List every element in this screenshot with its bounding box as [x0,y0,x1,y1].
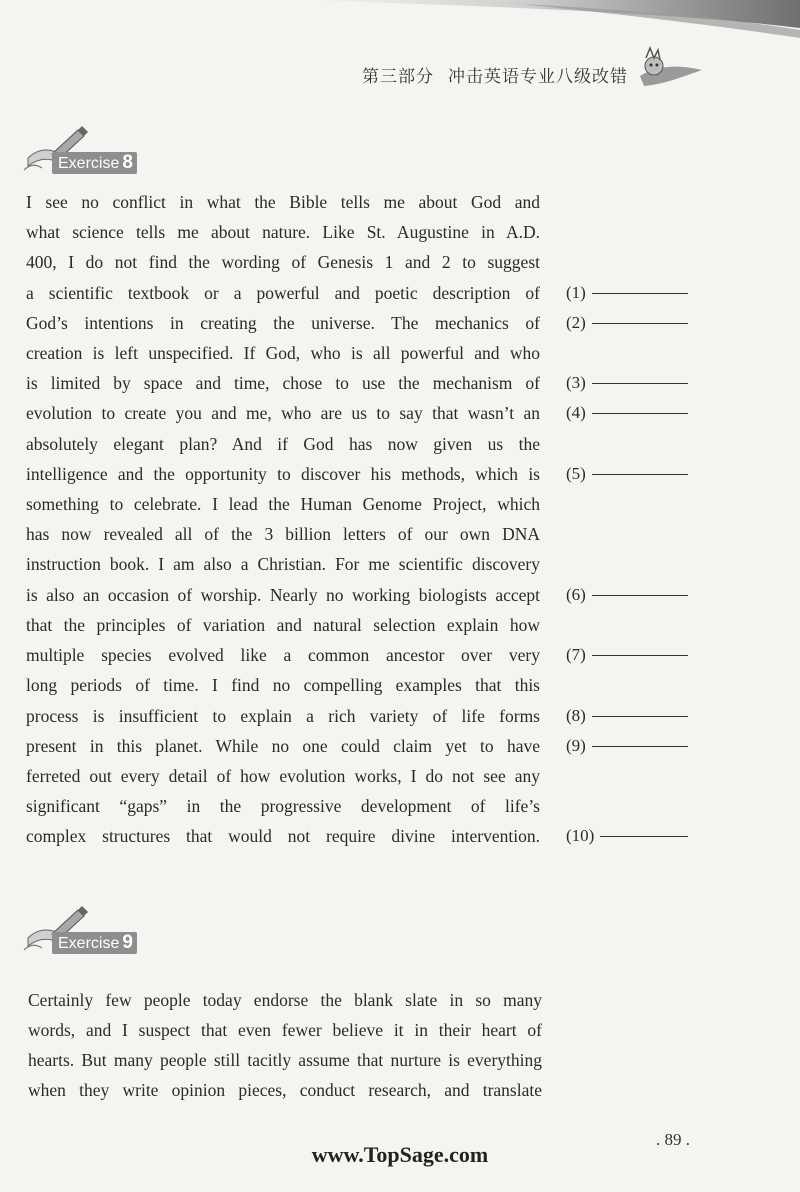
blank-line [592,595,688,596]
running-head [362,62,628,87]
blank-line [592,323,688,324]
blank-number: (9) [566,736,586,755]
answer-blank-10[interactable] [566,821,688,851]
passage-line: God’s intentions in creating the universe. The mechanics of [26,313,540,333]
passage-line: evolution to create you and me, who are us to say that wasn’t an [26,403,540,423]
passage-line: words, and I suspect that even fewer believe it in their heart of [28,1020,542,1040]
page-number: . 89 . [656,1130,690,1149]
blank-line [592,474,688,475]
passage-line: something to celebrate. I lead the Human Genome Project, which [26,494,540,514]
blank-line [592,746,688,747]
answer-blank-8[interactable] [566,701,688,731]
exercise-9-number: 9 [122,932,133,953]
answer-blank-3[interactable] [566,368,688,398]
passage-line: long periods of time. I find no compelling examples that this [26,675,540,695]
answer-blank-2[interactable] [566,308,688,338]
blank-number: (4) [566,403,586,422]
passage-line: what science tells me about nature. Like St. Augustine in A.D. [26,222,540,242]
passage-line: multiple species evolved like a common ancestor over very [26,645,540,665]
passage-line: present in this planet. While no one could claim yet to have [26,736,540,756]
blank-line [592,383,688,384]
answer-blank-6[interactable] [566,580,688,610]
passage-line: is also an occasion of worship. Nearly no working biologists accept [26,585,540,605]
exercise-8-label [52,152,137,174]
passage-line: hearts. But many people still tacitly assume that nurture is everything [28,1050,542,1070]
exercise-9-word: Exercise [58,935,120,952]
blank-line [592,655,688,656]
blank-number: (8) [566,706,586,725]
book-title: 冲击英语专业八级改错 [448,67,628,87]
exercise-9-label [52,932,137,954]
blank-line [592,413,688,414]
blank-number: (1) [566,283,586,302]
passage-line: Certainly few people today endorse the blank slate in so many [28,990,542,1010]
passage-line: absolutely elegant plan? And if God has now given us the [26,434,540,454]
answer-blank-4[interactable] [566,398,688,428]
blank-line [600,836,688,837]
answer-blank-9[interactable] [566,731,688,761]
passage-line: has now revealed all of the 3 billion letters of our own DNA [26,524,540,544]
passage-line: a scientific textbook or a powerful and poetic description of [26,283,540,303]
blank-number: (7) [566,645,586,664]
passage-line: is limited by space and time, chose to use the mechanism of [26,373,540,393]
passage-line: that the principles of variation and natural selection explain how [26,615,540,635]
mascot-icon [636,46,706,92]
blank-number: (5) [566,464,586,483]
header-band [0,0,800,40]
blank-number: (6) [566,585,586,604]
footer-url[interactable]: www.TopSage.com [311,1142,489,1167]
blank-number: (3) [566,373,586,392]
blank-number: (10) [566,826,595,845]
answer-blank-1[interactable] [566,278,688,308]
header-swoosh [0,0,800,40]
passage-line: complex structures that would not require divine intervention. [26,826,540,846]
part-label: 第三部分 [362,67,434,87]
passage-line: when they write opinion pieces, conduct research, and translate [28,1080,542,1100]
exercise-8-number: 8 [122,152,133,173]
blank-line [592,716,688,717]
passage-line: I see no conflict in what the Bible tells me about God and [26,192,540,212]
exercise-8-word: Exercise [58,155,120,172]
passage-line: ferreted out every detail of how evolution works, I do not see any [26,766,540,786]
passage-line: significant “gaps” in the progressive development of life’s [26,796,540,816]
passage-line: intelligence and the opportunity to discover his methods, which is [26,464,540,484]
passage-line: creation is left unspecified. If God, who is all powerful and who [26,343,540,363]
passage-line: instruction book. I am also a Christian. For me scientific discovery [26,554,540,574]
passage-line: 400, I do not find the wording of Genesis 1 and 2 to suggest [26,252,540,272]
blank-number: (2) [566,313,586,332]
answer-blank-5[interactable] [566,459,688,489]
blank-line [592,293,688,294]
answer-blank-7[interactable] [566,640,688,670]
passage-line: process is insufficient to explain a rich variety of life forms [26,706,540,726]
